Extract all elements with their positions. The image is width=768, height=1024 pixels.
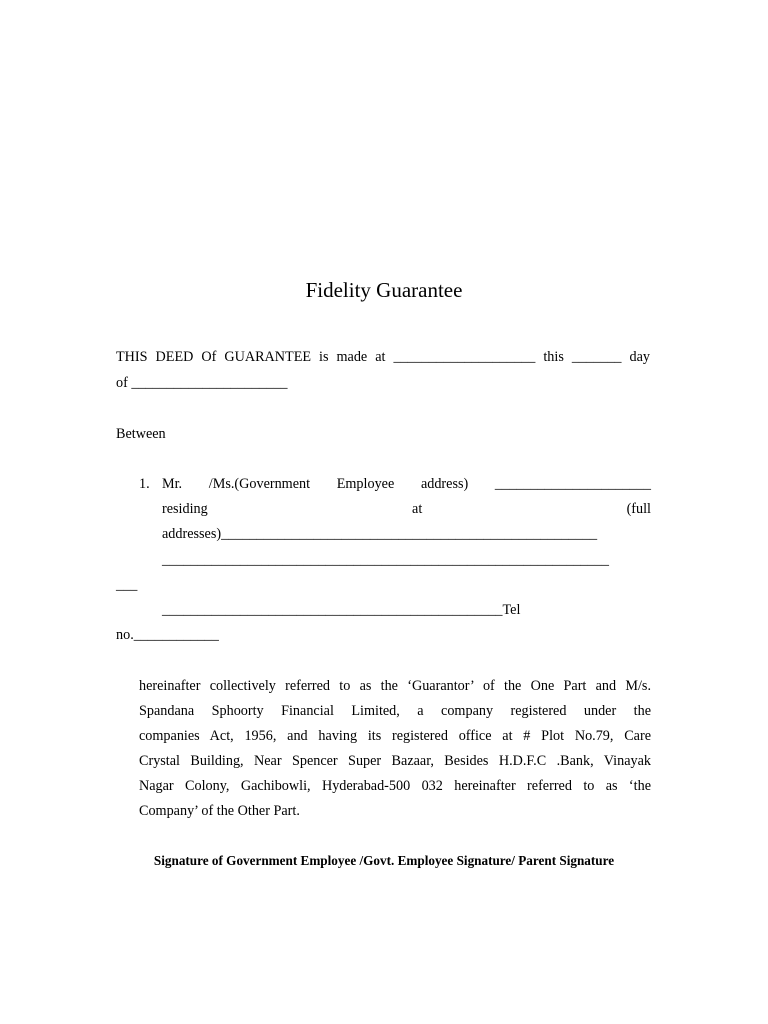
paragraph-line: Nagar Colony, Gachibowli, Hyderabad-500 032 hereinafter referred to as ‘the: [139, 778, 651, 794]
between-label: Between: [116, 426, 166, 442]
party1-word: Mr.: [162, 476, 183, 492]
deed-line-2: of ______________________: [116, 375, 288, 391]
party1-word: Employee: [336, 476, 395, 492]
paragraph-line: hereinafter collectively referred to as the ‘Guarantor’ of the One Part and M/s.: [139, 678, 651, 694]
paragraph-line: Company’ of the Other Part.: [139, 803, 300, 819]
deed-line-1: [116, 347, 650, 367]
party1-line-4: _______________________________________________________________: [162, 552, 609, 568]
deed-text: THIS DEED Of GUARANTEE is made at ____________________ this _______ day: [116, 349, 650, 365]
party1-line-1: [162, 474, 651, 494]
paragraph-line: Crystal Building, Near Spencer Super Bazaar, Besides H.D.F.C .Bank, Vinayak: [139, 753, 651, 769]
signature-line: Signature of Government Employee /Govt. Employee Signature/ Parent Signature: [153, 853, 615, 868]
party1-word: /Ms.(Government: [208, 476, 311, 492]
party1-word: at: [412, 501, 423, 517]
paragraph-line: companies Act, 1956, and having its registered office at # Plot No.79, Care: [139, 728, 651, 744]
document-title: Fidelity Guarantee: [305, 278, 463, 302]
party1-line-3: addresses)_____________________________________________________: [162, 526, 598, 542]
party1-line-7: no.____________: [116, 627, 219, 643]
party1-word: address): [420, 476, 469, 492]
party1-line-5: ___: [116, 577, 138, 593]
party1-word: residing: [162, 501, 208, 517]
party1-line-2: [162, 499, 651, 519]
party1-line-6: ________________________________________________Tel: [162, 602, 521, 618]
paragraph-line: Spandana Sphoorty Financial Limited, a company registered under the: [139, 703, 651, 719]
party1-word: (full: [626, 501, 651, 517]
party-number: 1.: [139, 476, 150, 492]
party1-blank: ______________________: [494, 476, 651, 492]
